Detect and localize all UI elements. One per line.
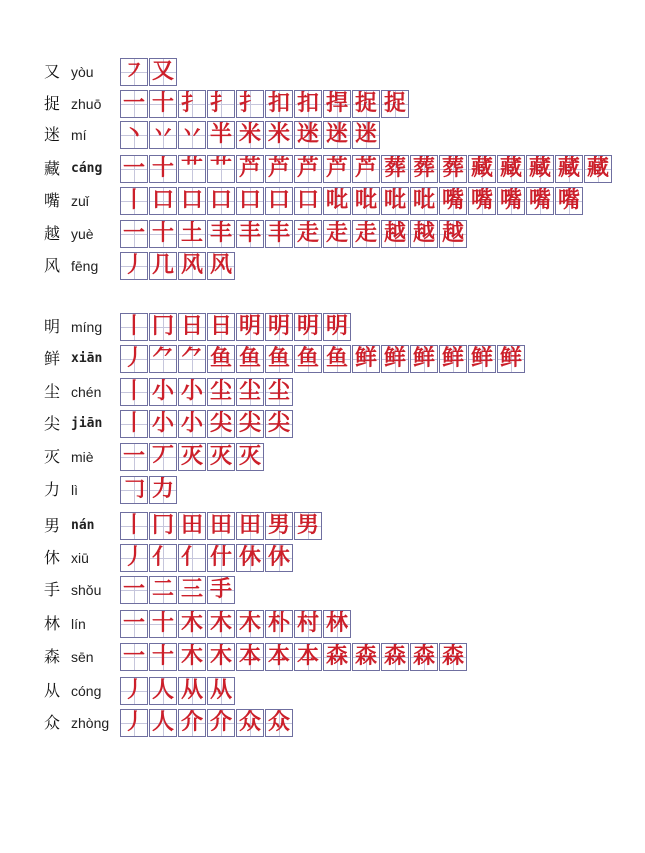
pinyin-label: míng [71, 319, 103, 335]
stroke-step-cell: 三 [178, 576, 206, 604]
stroke-step-cell: 尘 [236, 378, 264, 406]
character-label: 迷 [44, 125, 61, 144]
stroke-step-cell: 口 [207, 187, 235, 215]
stroke-step-cell: 灭 [207, 443, 235, 471]
stroke-step-cell: 介 [207, 709, 235, 737]
stroke-step-cell: 男 [294, 512, 322, 540]
stroke-step-cell: 丶 [120, 121, 148, 149]
stroke-step-cell: 力 [149, 476, 177, 504]
stroke-step-cell: ⺈ [178, 345, 206, 373]
stroke-step-cell: 鲜 [381, 345, 409, 373]
stroke-step-cell: 丰 [236, 220, 264, 248]
stroke-step-cell: 十 [149, 610, 177, 638]
stroke-step-cell: 鱼 [207, 345, 235, 373]
character-row [0, 544, 645, 574]
stroke-step-cell: 捉 [381, 90, 409, 118]
stroke-order-grid [120, 476, 178, 504]
character-row [0, 220, 645, 250]
stroke-step-cell: 冂 [149, 313, 177, 341]
stroke-order-grid [120, 90, 410, 118]
character-label: 嘴 [44, 191, 61, 210]
stroke-step-cell: 丷 [149, 121, 177, 149]
stroke-step-cell: 丰 [265, 220, 293, 248]
character-row [0, 90, 645, 120]
stroke-step-cell: 村 [294, 610, 322, 638]
character-row [0, 709, 645, 739]
stroke-step-cell: 木 [236, 610, 264, 638]
character-row [0, 443, 645, 473]
stroke-step-cell: 尖 [207, 410, 235, 438]
character-row [0, 610, 645, 640]
stroke-step-cell: 丿 [120, 709, 148, 737]
character-row [0, 576, 645, 606]
stroke-step-cell: 芦 [294, 155, 322, 183]
pinyin-label: lín [71, 616, 86, 632]
stroke-step-cell: 葬 [410, 155, 438, 183]
stroke-step-cell: 越 [410, 220, 438, 248]
stroke-step-cell: 尘 [265, 378, 293, 406]
stroke-step-cell: 灭 [236, 443, 264, 471]
stroke-step-cell: 林 [323, 610, 351, 638]
character-label: 尖 [44, 414, 61, 433]
stroke-order-grid [120, 677, 236, 705]
pinyin-label: miè [71, 449, 94, 465]
stroke-step-cell: 鲜 [352, 345, 380, 373]
stroke-step-cell: 嘴 [497, 187, 525, 215]
stroke-step-cell: 捍 [323, 90, 351, 118]
stroke-step-cell: 口 [294, 187, 322, 215]
pinyin-label: zhuō [71, 96, 102, 112]
stroke-step-cell: 芦 [236, 155, 264, 183]
stroke-order-grid [120, 576, 236, 604]
character-row [0, 378, 645, 408]
stroke-step-cell: 吡 [352, 187, 380, 215]
stroke-step-cell: 二 [149, 576, 177, 604]
stroke-step-cell: 吡 [410, 187, 438, 215]
stroke-step-cell: 迷 [294, 121, 322, 149]
stroke-step-cell: 鲜 [468, 345, 496, 373]
stroke-step-cell: 人 [149, 709, 177, 737]
stroke-step-cell: 丨 [120, 378, 148, 406]
stroke-step-cell: ㇇ [120, 58, 148, 86]
stroke-step-cell: 口 [236, 187, 264, 215]
stroke-step-cell: 日 [178, 313, 206, 341]
stroke-step-cell: 鱼 [294, 345, 322, 373]
stroke-step-cell: 丿 [120, 677, 148, 705]
character-row [0, 187, 645, 217]
pinyin-label: yuè [71, 226, 94, 242]
character-row [0, 313, 645, 343]
stroke-step-cell: 木 [207, 610, 235, 638]
stroke-step-cell: 丿 [120, 252, 148, 280]
stroke-step-cell: 吡 [381, 187, 409, 215]
stroke-step-cell: 一 [120, 443, 148, 471]
character-label: 力 [44, 480, 61, 499]
pinyin-label: fēng [71, 258, 99, 274]
stroke-step-cell: 一 [120, 220, 148, 248]
stroke-step-cell: 芦 [323, 155, 351, 183]
stroke-step-cell: 从 [207, 677, 235, 705]
stroke-step-cell: 吡 [323, 187, 351, 215]
stroke-step-cell: 冂 [149, 512, 177, 540]
stroke-step-cell: 葬 [439, 155, 467, 183]
stroke-order-grid [120, 378, 294, 406]
stroke-step-cell: 尖 [236, 410, 264, 438]
stroke-step-cell: 田 [207, 512, 235, 540]
stroke-step-cell: 朴 [265, 610, 293, 638]
stroke-step-cell: 扌 [236, 90, 264, 118]
character-row [0, 252, 645, 282]
character-label: 风 [44, 256, 61, 275]
character-row [0, 677, 645, 707]
stroke-step-cell: 本 [294, 643, 322, 671]
stroke-step-cell: 森 [323, 643, 351, 671]
character-label: 藏 [44, 159, 61, 178]
stroke-step-cell: 嘴 [526, 187, 554, 215]
stroke-step-cell: 丷 [178, 121, 206, 149]
stroke-step-cell: 鲜 [439, 345, 467, 373]
stroke-step-cell: 亻 [178, 544, 206, 572]
stroke-step-cell: 森 [439, 643, 467, 671]
stroke-step-cell: 小 [178, 410, 206, 438]
stroke-step-cell: 丿 [120, 345, 148, 373]
stroke-step-cell: 一 [120, 643, 148, 671]
pinyin-label: nán [71, 518, 95, 533]
stroke-order-grid [120, 643, 468, 671]
stroke-step-cell: 休 [265, 544, 293, 572]
pinyin-label: cáng [71, 161, 103, 176]
stroke-step-cell: 藏 [526, 155, 554, 183]
pinyin-label: xiū [71, 550, 89, 566]
stroke-order-grid [120, 155, 613, 183]
pinyin-label: lì [71, 482, 78, 498]
stroke-step-cell: 男 [265, 512, 293, 540]
stroke-step-cell: 越 [381, 220, 409, 248]
character-label: 灭 [44, 447, 61, 466]
stroke-step-cell: 木 [178, 643, 206, 671]
stroke-step-cell: 丨 [120, 187, 148, 215]
pinyin-label: yòu [71, 64, 94, 80]
pinyin-label: sēn [71, 649, 94, 665]
pinyin-label: jiān [71, 416, 103, 431]
stroke-step-cell: 明 [236, 313, 264, 341]
character-label: 手 [44, 580, 61, 599]
stroke-step-cell: 丨 [120, 512, 148, 540]
stroke-step-cell: 明 [323, 313, 351, 341]
stroke-step-cell: 本 [236, 643, 264, 671]
stroke-step-cell: 手 [207, 576, 235, 604]
character-row [0, 512, 645, 542]
pinyin-label: zhòng [71, 715, 110, 731]
stroke-step-cell: 森 [410, 643, 438, 671]
stroke-step-cell: 几 [149, 252, 177, 280]
stroke-step-cell: 迷 [352, 121, 380, 149]
character-label: 鲜 [44, 349, 61, 368]
stroke-step-cell: 丨 [120, 410, 148, 438]
stroke-step-cell: 鱼 [265, 345, 293, 373]
stroke-step-cell: 口 [149, 187, 177, 215]
stroke-step-cell: 又 [149, 58, 177, 86]
stroke-step-cell: 鱼 [236, 345, 264, 373]
stroke-step-cell: 鲜 [497, 345, 525, 373]
pinyin-label: zuǐ [71, 193, 89, 209]
character-row [0, 121, 645, 151]
stroke-step-cell: 走 [323, 220, 351, 248]
stroke-step-cell: 十 [149, 643, 177, 671]
stroke-step-cell: 森 [352, 643, 380, 671]
stroke-step-cell: 艹 [178, 155, 206, 183]
stroke-step-cell: 扌 [207, 90, 235, 118]
character-label: 明 [44, 317, 61, 336]
stroke-step-cell: 扣 [294, 90, 322, 118]
stroke-step-cell: 鲜 [410, 345, 438, 373]
pinyin-label: chén [71, 384, 102, 400]
stroke-step-cell: 明 [294, 313, 322, 341]
stroke-step-cell: 藏 [468, 155, 496, 183]
character-label: 尘 [44, 382, 61, 401]
stroke-order-grid [120, 709, 294, 737]
stroke-order-grid [120, 345, 526, 373]
stroke-step-cell: 艹 [207, 155, 235, 183]
pinyin-label: xiān [71, 351, 103, 366]
stroke-step-cell: 扣 [265, 90, 293, 118]
stroke-step-cell: 灭 [178, 443, 206, 471]
stroke-step-cell: 众 [236, 709, 264, 737]
stroke-order-grid [120, 443, 265, 471]
stroke-order-grid [120, 187, 584, 215]
stroke-step-cell: 越 [439, 220, 467, 248]
character-label: 越 [44, 224, 61, 243]
stroke-step-cell: 一 [120, 90, 148, 118]
stroke-step-cell: 十 [149, 220, 177, 248]
stroke-step-cell: 亻 [149, 544, 177, 572]
character-label: 林 [44, 614, 61, 633]
stroke-order-grid [120, 512, 323, 540]
pinyin-label: cóng [71, 683, 102, 699]
stroke-step-cell: 木 [178, 610, 206, 638]
stroke-step-cell: 土 [178, 220, 206, 248]
character-label: 从 [44, 681, 61, 700]
stroke-step-cell: 口 [265, 187, 293, 215]
stroke-step-cell: 十 [149, 90, 177, 118]
stroke-step-cell: 半 [207, 121, 235, 149]
character-row [0, 58, 645, 88]
stroke-order-grid [120, 313, 352, 341]
stroke-step-cell: 一 [120, 155, 148, 183]
stroke-order-grid [120, 220, 468, 248]
character-label: 众 [44, 713, 61, 732]
stroke-step-cell: 扌 [178, 90, 206, 118]
character-label: 捉 [44, 94, 61, 113]
stroke-step-cell: 什 [207, 544, 235, 572]
stroke-order-grid [120, 58, 178, 86]
stroke-step-cell: 嘴 [439, 187, 467, 215]
stroke-step-cell: 走 [294, 220, 322, 248]
stroke-step-cell: 芦 [352, 155, 380, 183]
stroke-step-cell: 从 [178, 677, 206, 705]
character-row [0, 345, 645, 375]
stroke-step-cell: 田 [178, 512, 206, 540]
stroke-step-cell: 丰 [207, 220, 235, 248]
stroke-step-cell: 丿 [120, 544, 148, 572]
stroke-step-cell: 风 [178, 252, 206, 280]
stroke-order-grid [120, 252, 236, 280]
stroke-step-cell: 口 [178, 187, 206, 215]
stroke-step-cell: 藏 [584, 155, 612, 183]
character-row [0, 476, 645, 506]
stroke-step-cell: 葬 [381, 155, 409, 183]
stroke-step-cell: 小 [178, 378, 206, 406]
stroke-step-cell: 藏 [497, 155, 525, 183]
stroke-step-cell: 迷 [323, 121, 351, 149]
stroke-step-cell: 人 [149, 677, 177, 705]
stroke-order-grid [120, 544, 294, 572]
stroke-step-cell: 介 [178, 709, 206, 737]
stroke-step-cell: 一 [120, 576, 148, 604]
stroke-step-cell: 芦 [265, 155, 293, 183]
stroke-step-cell: 一 [120, 610, 148, 638]
stroke-step-cell: 丆 [149, 443, 177, 471]
character-label: 休 [44, 548, 61, 567]
stroke-step-cell: 𠃌 [120, 476, 148, 504]
character-label: 男 [44, 516, 61, 535]
stroke-step-cell: 嘴 [468, 187, 496, 215]
stroke-step-cell: 嘴 [555, 187, 583, 215]
stroke-step-cell: 十 [149, 155, 177, 183]
stroke-step-cell: 走 [352, 220, 380, 248]
character-row [0, 643, 645, 673]
stroke-step-cell: 众 [265, 709, 293, 737]
character-label: 又 [44, 62, 61, 81]
stroke-step-cell: 日 [207, 313, 235, 341]
stroke-step-cell: 木 [207, 643, 235, 671]
character-label: 森 [44, 647, 61, 666]
stroke-order-grid [120, 121, 381, 149]
stroke-step-cell: 米 [265, 121, 293, 149]
stroke-step-cell: 森 [381, 643, 409, 671]
stroke-step-cell: 捉 [352, 90, 380, 118]
stroke-step-cell: 尘 [207, 378, 235, 406]
stroke-step-cell: 休 [236, 544, 264, 572]
stroke-step-cell: 鱼 [323, 345, 351, 373]
stroke-order-grid [120, 410, 294, 438]
stroke-step-cell: 小 [149, 378, 177, 406]
stroke-step-cell: 田 [236, 512, 264, 540]
stroke-order-grid [120, 610, 352, 638]
stroke-step-cell: 米 [236, 121, 264, 149]
stroke-step-cell: 明 [265, 313, 293, 341]
pinyin-label: mí [71, 127, 87, 143]
stroke-step-cell: 本 [265, 643, 293, 671]
stroke-step-cell: 丨 [120, 313, 148, 341]
character-row [0, 155, 645, 185]
stroke-step-cell: ⺈ [149, 345, 177, 373]
stroke-step-cell: 藏 [555, 155, 583, 183]
character-row [0, 410, 645, 440]
stroke-step-cell: 小 [149, 410, 177, 438]
stroke-step-cell: 尖 [265, 410, 293, 438]
stroke-step-cell: 风 [207, 252, 235, 280]
pinyin-label: shǒu [71, 582, 102, 598]
